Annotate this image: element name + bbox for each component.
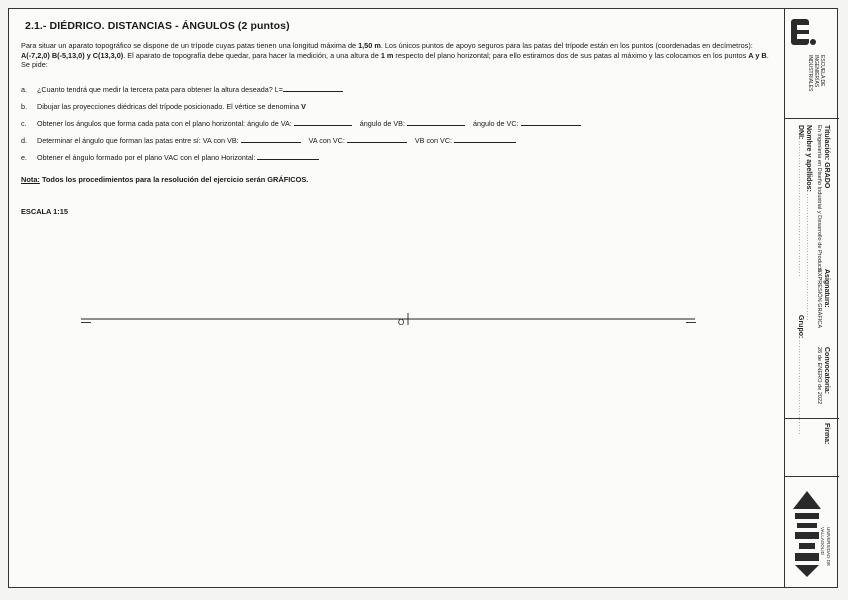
ground-line-drawing <box>9 9 785 589</box>
origin-label: O <box>398 318 405 327</box>
question-d-vbvc: VB con VC: <box>414 136 453 145</box>
subject-label: Asignatura: <box>823 269 830 308</box>
intro-length: 1,50 m <box>358 41 381 50</box>
call-block <box>823 347 830 394</box>
scale-label: ESCALA 1:15 <box>21 207 68 216</box>
signature-cell[interactable] <box>785 419 839 477</box>
school-logo-icon <box>789 17 817 51</box>
group-label: Grupo: <box>797 315 804 339</box>
intro-text-2: . Los únicos puntos de apoyo seguros para las patas del trípode están en los puntos (coordenadas en decímetros): <box>380 41 753 50</box>
note-label: Nota: <box>21 175 40 184</box>
question-e-label: e. <box>21 153 27 162</box>
intro-height: 1 m <box>380 50 394 60</box>
question-c-text: Obtener los ángulos que forma cada pata con el plano horizontal: ángulo de VA: <box>37 119 292 128</box>
exam-sheet <box>8 8 838 588</box>
sign-label: Firma: <box>823 423 830 445</box>
question-a-label: a. <box>21 85 27 94</box>
question-a-text: ¿Cuanto tendrá que medir la tercera pata para obtener la altura deseada? L= <box>37 85 283 94</box>
university-logo-cell <box>785 477 839 589</box>
call-value: 26 de ENERO de 2022 <box>816 347 822 405</box>
note-text: Todos los procedimientos para la resolución del ejercicio serán GRÁFICOS. <box>39 175 309 184</box>
group-block: Grupo: ................................... <box>797 315 804 436</box>
sign-block <box>823 423 830 444</box>
degree-label: Titulación: GRADO <box>823 125 830 189</box>
question-d-vavc: VA con VC: <box>308 136 345 145</box>
question-e-text: Obtener el ángulo formado por el plano VAC con el plano Horizontal: <box>37 153 256 162</box>
name-block: Nombre y apellidos: ............................................... <box>805 125 812 322</box>
intro-text-5: . Se pide: <box>21 50 769 70</box>
degree-block <box>823 125 830 188</box>
intro-ab: A y B <box>748 50 767 60</box>
title-block <box>785 9 839 587</box>
exercise-area <box>9 9 785 587</box>
name-label: Nombre y apellidos: <box>805 125 812 192</box>
intro-points: A(-7,2,0) B(-5,13,0) y C(13,3,0) <box>21 50 124 60</box>
school-name: ESCUELA DE INGENIERÍAS INDUSTRIALES <box>807 55 825 92</box>
school-logo-cell <box>785 9 839 119</box>
intro-text-3: . El aparato de topografía debe quedar, para hacer la medición, a una altura de <box>123 50 381 60</box>
exercise-title: 2.1.- DIÉDRICO. DISTANCIAS - ÁNGULOS (2 puntos) <box>25 20 290 32</box>
university-logo-icon <box>791 489 823 579</box>
question-c-vc: ángulo de VC: <box>472 119 519 128</box>
intro-text-1: Para situar un aparato topográfico se dispone de un trípode cuyas patas tienen una longitud máxima de <box>21 41 359 50</box>
question-b-text: Dibujar las proyecciones diédricas del trípode posicionado. El vértice se denomina <box>37 102 302 111</box>
intro-text-4: respecto del plano horizontal; para ello estiramos dos de sus patas al máximo y las colocamos en los puntos <box>393 50 749 60</box>
question-d-label: d. <box>21 136 27 145</box>
degree-value: En Ingeniería en Diseño Industrial y Desarrollo de Producto <box>816 125 822 273</box>
dni-block: DNI: .................................................. <box>797 125 804 278</box>
question-b-vertex: V <box>301 102 306 111</box>
subject-value: EXPRESIÓN GRÁFICA <box>816 269 822 329</box>
question-c-label: c. <box>21 119 27 128</box>
question-d-text: Determinar el ángulo que forman las patas entre sí: VA con VB: <box>37 136 239 145</box>
dni-label: DNI: <box>797 125 804 140</box>
question-b-label: b. <box>21 102 27 111</box>
call-label: Convocatoria: <box>823 347 830 395</box>
question-c-vb: ángulo de VB: <box>359 119 405 128</box>
university-name: UNIVERSIDAD DE VALLADOLID <box>820 527 831 567</box>
subject-block <box>823 269 830 308</box>
